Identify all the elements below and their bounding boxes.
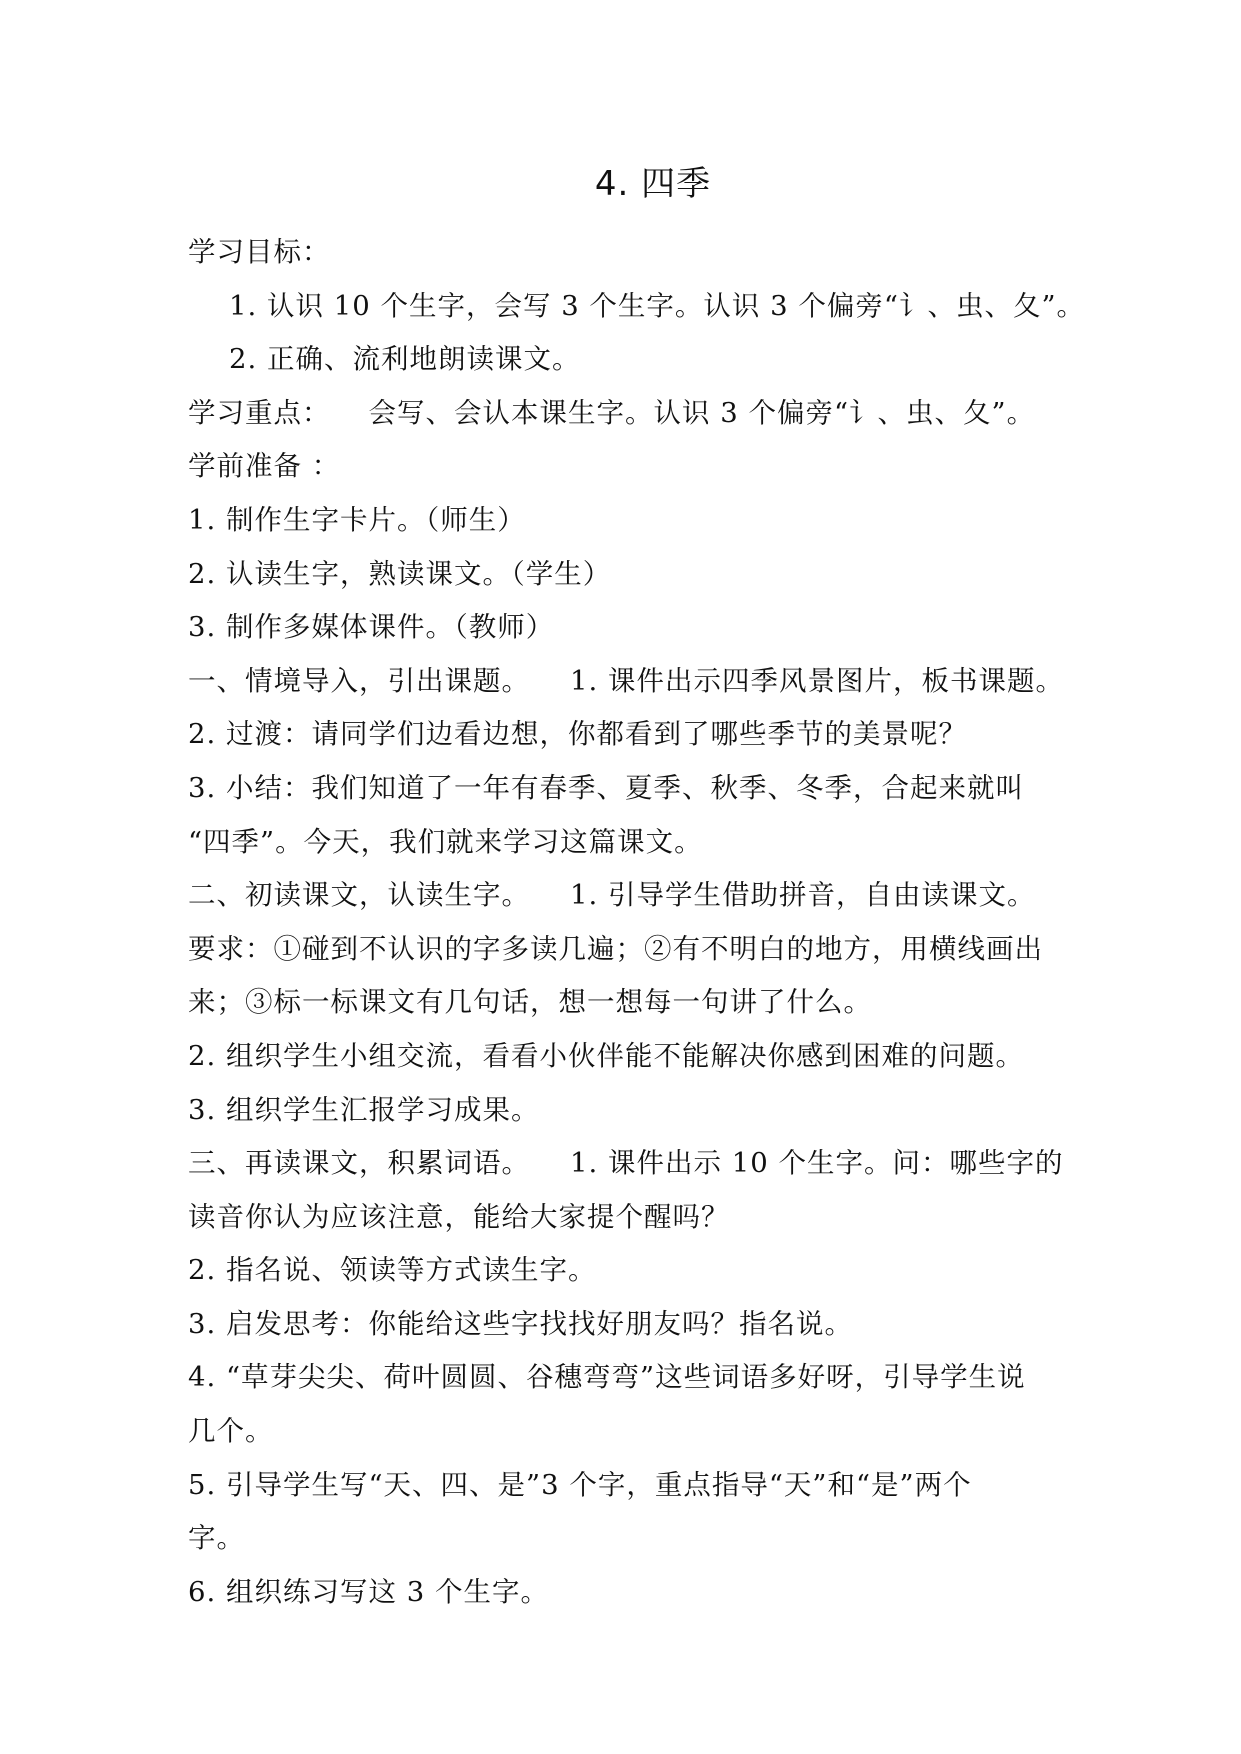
section-1-line: 3. 小结：我们知道了一年有春季、夏季、秋季、冬季，合起来就叫 <box>188 771 1024 804</box>
focus-line <box>188 387 1058 441</box>
section-1-heading: 一、情境导入，引出课题。 <box>188 664 530 697</box>
section-2-line: 2. 组织学生小组交流，看看小伙伴能不能解决你感到困难的问题。 <box>188 1039 1024 1072</box>
section-1-line: 2. 过渡：请同学们边看边想，你都看到了哪些季节的美景呢？ <box>188 718 967 751</box>
section-2-heading-line <box>188 869 1058 923</box>
section-1-first-step: 1. 课件出示四季风景图片，板书课题。 <box>570 664 1064 697</box>
section-2-line: 来；③标一标课文有几句话，想一想每一句讲了什么。 <box>188 986 872 1019</box>
objective-item: 2. 正确、流利地朗读课文。 <box>229 343 581 376</box>
preparation-item: 2. 认读生字，熟读课文。（学生） <box>188 557 612 590</box>
preparation-item: 1. 制作生字卡片。（师生） <box>188 503 526 536</box>
section-2-heading: 二、初读课文，认读生字。 <box>188 879 530 912</box>
preparation-heading: 学前准备 ： <box>188 450 341 483</box>
section-3-heading-line <box>188 1137 1064 1191</box>
page-title: 4. 四季 <box>594 164 712 204</box>
section-3-heading: 三、再读课文，积累词语。 <box>188 1147 530 1180</box>
section-2-line: 要求：①碰到不认识的字多读几遍；②有不明白的地方，用横线画出 <box>188 932 1043 965</box>
section-2-line: 3. 组织学生汇报学习成果。 <box>188 1093 540 1126</box>
section-3-line: 字。 <box>188 1522 245 1555</box>
section-1-heading-line <box>188 655 1064 709</box>
section-3-line: 4. “草芽尖尖、荷叶圆圆、谷穗弯弯”这些词语多好呀，引导学生说 <box>188 1361 1026 1394</box>
preparation-item: 3. 制作多媒体课件。（教师） <box>188 611 555 644</box>
section-3-line: 5. 引导学生写“天、四、是”3 个字，重点指导“天”和“是”两个 <box>188 1468 972 1501</box>
section-3-line: 几个。 <box>188 1415 274 1448</box>
section-2-first-step: 1. 引导学生借助拼音，自由读课文。 <box>570 879 1036 912</box>
section-3-first-step: 1. 课件出示 10 个生字。问：哪些字的 <box>570 1147 1064 1180</box>
focus-heading: 学习重点： <box>188 396 331 429</box>
document-body <box>188 226 1086 1619</box>
objective-item: 1. 认识 10 个生字，会写 3 个生字。认识 3 个偏旁“讠、虫、夂”。 <box>229 289 1086 322</box>
focus-text: 会写、会认本课生字。认识 3 个偏旁“讠、虫、夂”。 <box>368 396 1036 429</box>
section-3-line: 2. 指名说、领读等方式读生字。 <box>188 1254 597 1287</box>
section-3-line: 3. 启发思考：你能给这些字找找好朋友吗？指名说。 <box>188 1307 853 1340</box>
objectives-heading: 学习目标： <box>188 236 331 268</box>
section-3-line: 6. 组织练习写这 3 个生字。 <box>188 1575 549 1608</box>
section-1-line: “四季”。今天，我们就来学习这篇课文。 <box>188 825 703 858</box>
section-3-line: 读音你认为应该注意，能给大家提个醒吗？ <box>188 1200 730 1233</box>
